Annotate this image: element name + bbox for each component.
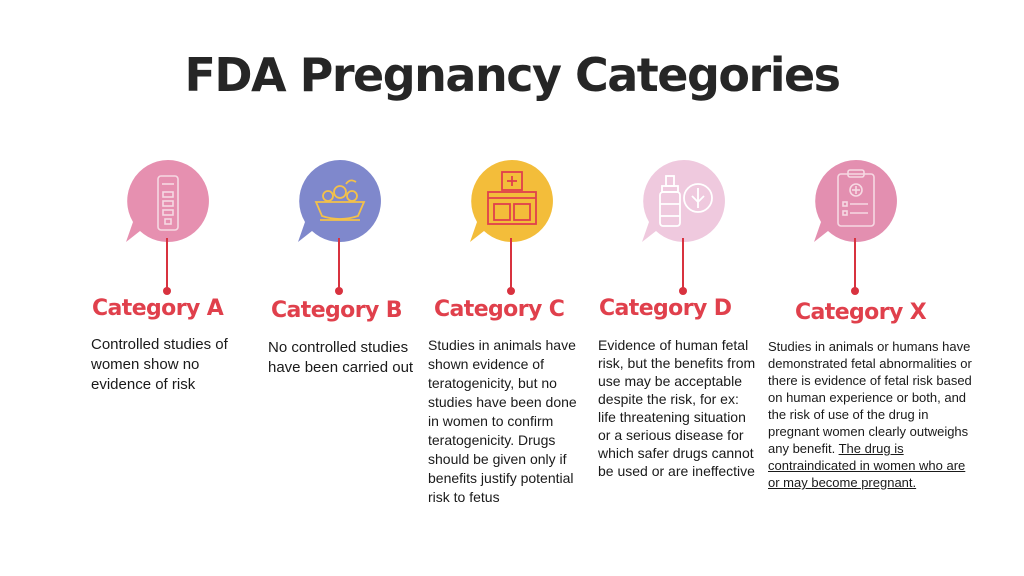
category-b-description: No controlled studies have been carried out	[268, 339, 414, 376]
category-b-connector-dot	[335, 287, 343, 295]
category-c-title: Category C	[434, 297, 565, 322]
category-c-bubble	[468, 158, 556, 246]
category-c-connector-dot	[507, 287, 515, 295]
category-d-bubble	[640, 158, 728, 246]
category-x-connector-dot	[851, 287, 859, 295]
category-c-connector	[510, 238, 512, 290]
category-a-description: Controlled studies of women show no evidence of risk	[91, 336, 228, 393]
category-d-title: Category D	[599, 296, 732, 321]
category-x-description: Studies in animals or humans have demonstrated fetal abnormalities or there is evidence of fetal risk based on human experience or both, and the risk of use of the drug in pregnant women clearly outweighs any benefit. The drug is contraindicated in women who are or may become pregnant.	[768, 339, 972, 490]
category-b-bubble	[296, 158, 384, 246]
category-b-connector	[338, 238, 340, 290]
category-d-connector	[682, 238, 684, 290]
category-d-connector-dot	[679, 287, 687, 295]
page-title: FDA Pregnancy Categories	[184, 48, 840, 102]
category-a-title: Category A	[92, 296, 224, 321]
category-a-bubble	[124, 158, 212, 246]
category-d-description: Evidence of human fetal risk, but the benefits from use may be acceptable despite the risk, for ex: life threatening situation or a serious disease for which safer drugs cannot be used or are ineffective	[598, 337, 756, 479]
category-a-connector	[166, 238, 168, 290]
category-x-title: Category X	[795, 300, 927, 325]
category-a-connector-dot	[163, 287, 171, 295]
category-x-contraindication-note: The drug is contraindicated in women who are or may become pregnant.	[768, 441, 966, 490]
category-c-description: Studies in animals have shown evidence of teratogenicity, but no studies have been done in women to confirm teratogenicity. Drugs should be given only if benefits justify potential risk to fetus	[428, 337, 577, 505]
category-b-title: Category B	[271, 298, 402, 323]
category-x-bubble	[812, 158, 900, 246]
category-x-connector	[854, 238, 856, 290]
